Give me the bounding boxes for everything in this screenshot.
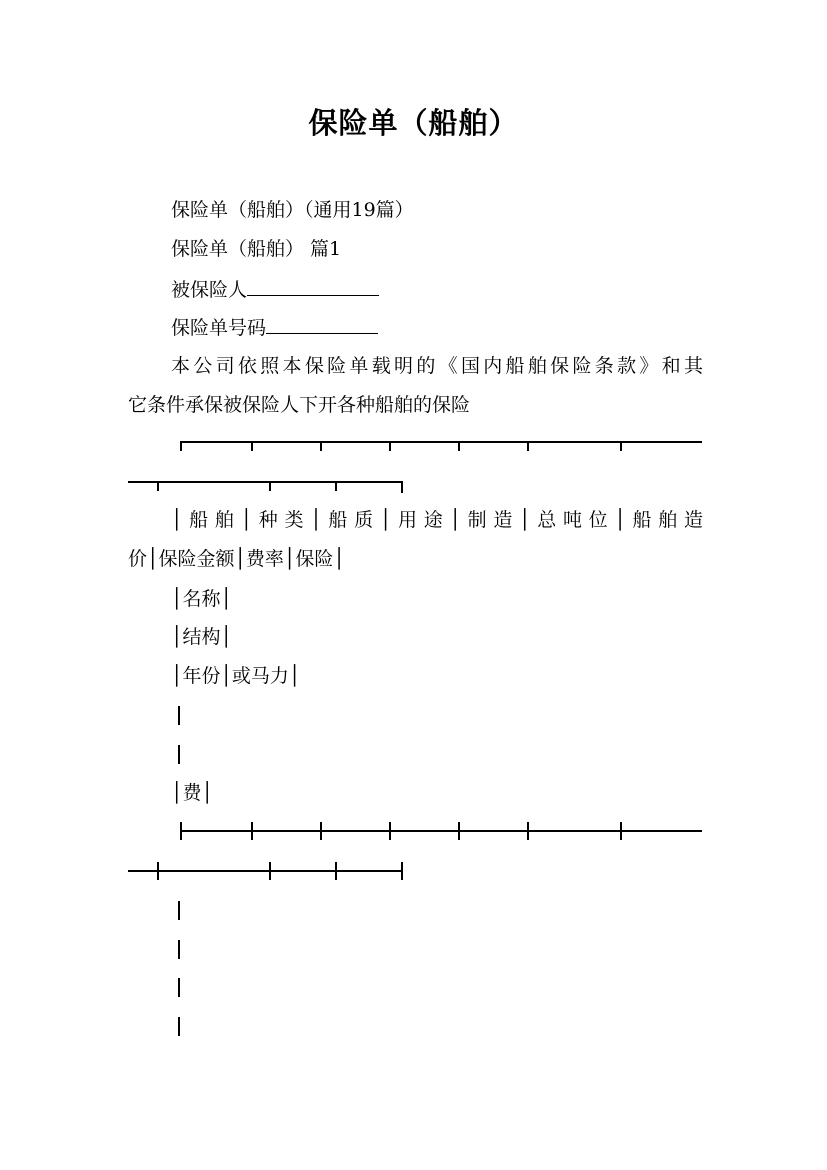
rule-tick [527, 441, 529, 451]
insured-field [171, 277, 379, 302]
table-header-line-2: 价│保险金额│费率│保险│ [128, 548, 345, 570]
table-row-year: │年份│或马力│ [171, 665, 301, 687]
rule-tick [401, 481, 403, 493]
rule-tick [320, 822, 322, 840]
rule-tick [180, 441, 182, 451]
policy-number-field [171, 315, 378, 340]
rule-line [128, 870, 403, 872]
table-row-name: │名称│ [171, 588, 232, 610]
rule-tick [180, 822, 182, 840]
rule-tick [620, 822, 622, 840]
rule-tick [389, 441, 391, 451]
rule-tick [389, 822, 391, 840]
table-bar [178, 1017, 180, 1036]
document-title: 保险单（船舶） [308, 106, 519, 140]
table-row-fee: │费│ [171, 782, 213, 804]
table-bar [178, 901, 180, 920]
insured-blank [247, 277, 379, 296]
rule-tick [458, 441, 460, 451]
rule-tick [620, 441, 622, 451]
policy-number-blank [266, 315, 378, 334]
rule-tick [320, 441, 322, 451]
rule-tick [335, 481, 337, 491]
table-bar [178, 940, 180, 959]
rule-tick [335, 862, 337, 880]
rule-tick [269, 481, 271, 491]
rule-line [128, 481, 403, 483]
rule-line [180, 441, 702, 443]
table-bar [178, 745, 180, 764]
table-header-line-1: │船舶│种类│船质│用途│制造│总吨位│船舶造 [171, 509, 703, 531]
rule-tick [251, 441, 253, 451]
rule-tick [269, 862, 271, 880]
rule-tick [251, 822, 253, 840]
table-bar [178, 978, 180, 997]
rule-tick [527, 822, 529, 840]
rule-tick [157, 481, 159, 491]
rule-tick [401, 862, 403, 880]
paragraph-line-1: 本公司依照本保险单载明的《国内船舶保险条款》和其 [171, 355, 703, 377]
rule-tick [458, 822, 460, 840]
table-row-structure: │结构│ [171, 626, 232, 648]
table-bar [178, 706, 180, 725]
insured-label: 被保险人 [171, 279, 248, 301]
subtitle-line: 保险单（船舶）（通用19篇） [171, 199, 414, 221]
section-heading: 保险单（船舶） 篇1 [171, 238, 342, 260]
policy-number-label: 保险单号码 [171, 317, 267, 339]
paragraph-line-2: 它条件承保被保险人下开各种船舶的保险 [128, 394, 471, 416]
rule-tick [157, 862, 159, 880]
rule-line [180, 830, 702, 832]
